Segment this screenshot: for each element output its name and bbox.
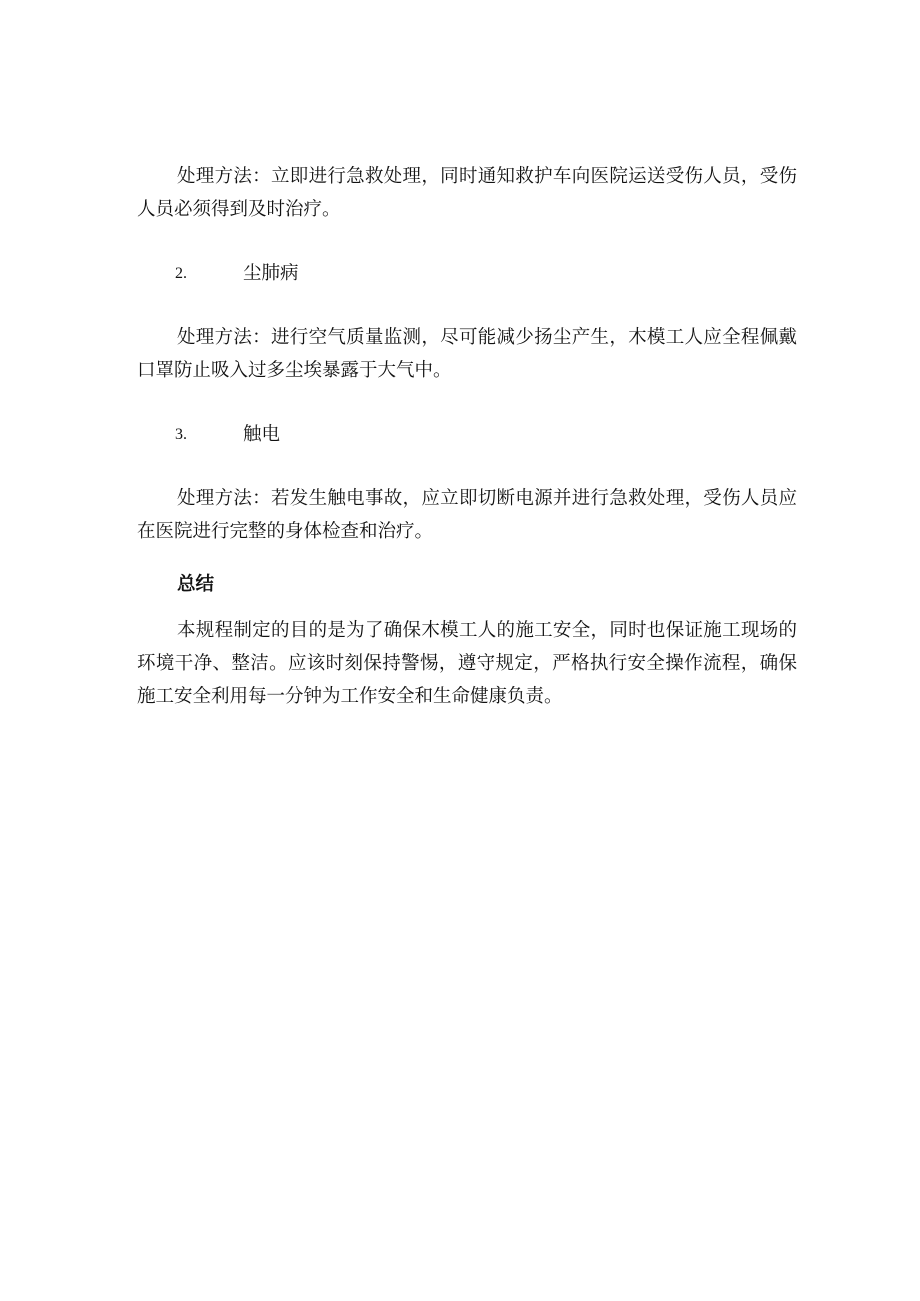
list-number: 3. [175, 426, 187, 443]
list-number: 2. [175, 265, 187, 282]
summary-paragraph: 本规程制定的目的是为了确保木模工人的施工安全，同时也保证施工现场的环境干净、整洁。应该时刻保持警惕，遵守规定，严格执行安全操作流程，确保施工安全利用每一分钟为工作安全和生命健康负责。 [137, 620, 797, 707]
list-item-electric-shock [137, 418, 797, 451]
list-label: 尘肺病 [243, 263, 299, 284]
paragraph-dust: 处理方法：进行空气质量监测，尽可能减少扬尘产生，木模工人应全程佩戴口罩防止吸入过多尘埃暴露于大气中。 [137, 327, 797, 381]
list-label: 触电 [243, 424, 281, 445]
paragraph-first-aid: 处理方法：立即进行急救处理，同时通知救护车向医院运送受伤人员，受伤人员必须得到及时治疗。 [137, 166, 797, 220]
document-body [137, 160, 797, 713]
paragraph-electric-shock: 处理方法：若发生触电事故，应立即切断电源并进行急救处理，受伤人员应在医院进行完整的身体检查和治疗。 [137, 488, 797, 542]
list-item-pneumoconiosis [137, 257, 797, 290]
summary-heading: 总结 [177, 574, 215, 595]
